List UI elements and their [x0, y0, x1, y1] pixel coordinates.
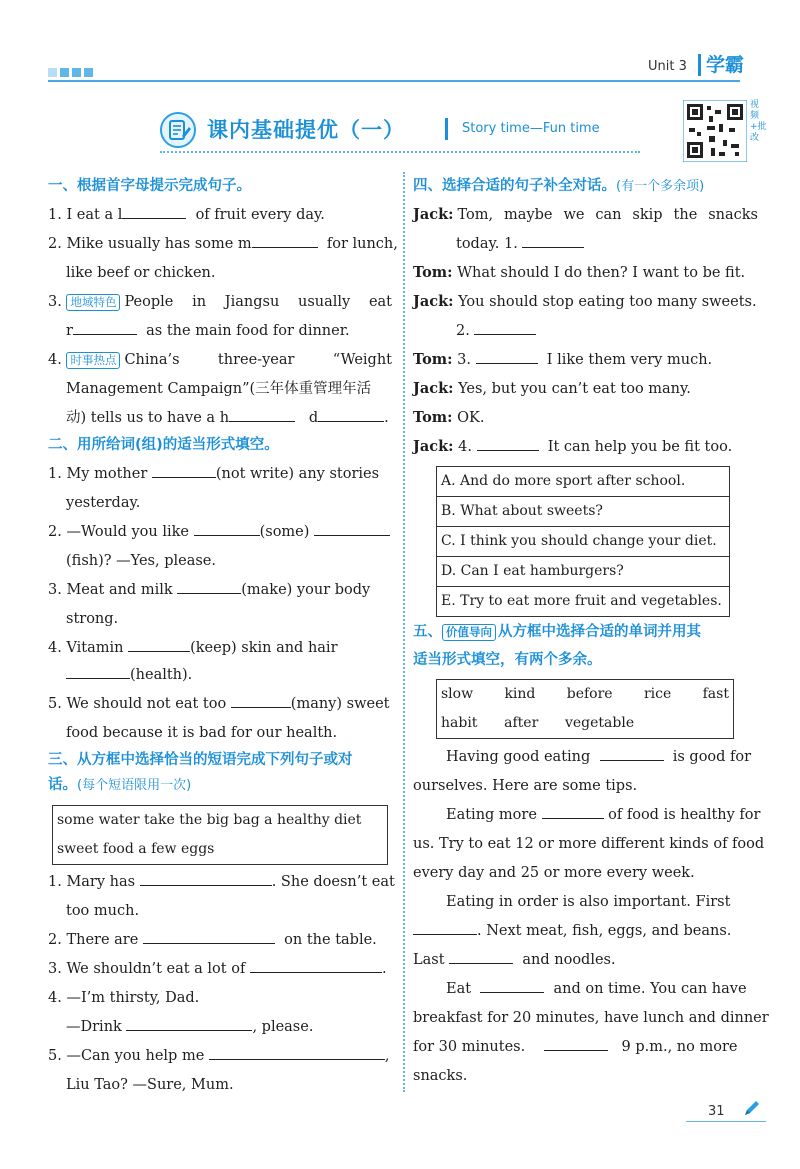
- section-1-heading: 一、根据首字母提示完成句子。: [48, 178, 251, 194]
- s3-question-1: 1. Mary has . She doesn’t eat: [48, 874, 395, 890]
- title-underline: [160, 151, 640, 153]
- s3-question-4-cont: —Drink , please.: [66, 1019, 314, 1035]
- answer-blank[interactable]: [544, 1037, 608, 1051]
- s2-question-4: 4. Vitamin (keep) skin and hair: [48, 640, 338, 656]
- answer-blank[interactable]: [314, 522, 390, 536]
- answer-blank[interactable]: [229, 408, 295, 422]
- option-a: A. And do more sport after school.: [441, 473, 686, 489]
- answer-blank[interactable]: [477, 437, 539, 451]
- dialogue-line-3-cont: 2.: [456, 321, 536, 341]
- s1-question-4-cont2: 动) tells us to have a h d .: [66, 410, 389, 426]
- page-number: 31: [708, 1104, 725, 1119]
- options-box: [436, 466, 730, 617]
- passage-line: for 30 minutes. 9 p.m., no more: [413, 1039, 738, 1055]
- s2-question-5: 5. We should not eat too (many) sweet: [48, 696, 390, 712]
- section-5-heading: 五、 价值导向 从方框中选择合适的单词并用其: [413, 624, 701, 640]
- s1-question-4: 4. 时事热点 China’s three-year “Weight: [48, 352, 392, 368]
- header-decoration: [48, 68, 93, 77]
- answer-blank[interactable]: [474, 321, 536, 335]
- s2-question-5-cont: food because it is bad for our health.: [66, 725, 338, 741]
- answer-blank[interactable]: [413, 921, 477, 935]
- passage-line: Last and noodles.: [413, 952, 616, 968]
- option-c: C. I think you should change your diet.: [437, 526, 729, 556]
- dialogue-line-2: Tom: What should I do then? I want to be fit.: [413, 264, 746, 281]
- header-rule: [48, 80, 740, 82]
- section-2-heading: 二、用所给词(组)的适当形式填空。: [48, 437, 279, 453]
- section-3-heading-cont: 话。(每个短语限用一次): [48, 777, 192, 793]
- option-e: E. Try to eat more fruit and vegetables.: [437, 586, 729, 616]
- answer-blank[interactable]: [122, 205, 186, 219]
- s1-question-4-cont: Management Campaign”(三年体重管理年活: [66, 381, 372, 397]
- s2-question-2-cont: (fish)? —Yes, please.: [66, 553, 216, 569]
- answer-blank[interactable]: [318, 408, 384, 422]
- qr-code: [683, 100, 747, 162]
- tag-regional: 地域特色: [66, 294, 120, 311]
- dialogue-line-3: Jack: You should stop eating too many sweets.: [413, 293, 757, 310]
- section-5-heading-cont: 适当形式填空，有两个多余。: [413, 652, 602, 668]
- footer-rule: [686, 1121, 766, 1122]
- s2-question-3: 3. Meat and milk (make) your body: [48, 582, 371, 598]
- s1-question-2-cont: like beef or chicken.: [66, 265, 216, 281]
- dialogue-line-1-cont: today. 1.: [456, 234, 584, 254]
- s2-question-1: 1. My mother (not write) any stories: [48, 466, 380, 482]
- answer-blank[interactable]: [449, 950, 513, 964]
- section-4-heading: 四、选择合适的句子补全对话。(有一个多余项): [413, 178, 705, 194]
- qr-label: 视频+批改: [750, 100, 767, 143]
- phrase-box-row: sweet food a few eggs: [57, 841, 215, 857]
- dialogue-line-4: Tom: 3. I like them very much.: [413, 351, 713, 368]
- brand-logo: 学霸: [698, 54, 744, 76]
- passage-line: Eating in order is also important. First: [446, 894, 731, 910]
- dialogue-line-7: Jack: 4. It can help you be fit too.: [413, 438, 733, 455]
- tag-current-events: 时事热点: [66, 352, 120, 369]
- phrase-box: [52, 805, 388, 865]
- section-subtitle: Story time—Fun time: [462, 121, 600, 136]
- passage-line: us. Try to eat 12 or more different kinds of food: [413, 836, 765, 852]
- dialogue-line-1: Jack: Tom, maybe we can skip the snacks: [413, 206, 758, 223]
- s1-question-1: 1. I eat a l of fruit every day.: [48, 207, 325, 223]
- s1-question-2: 2. Mike usually has some m for lunch,: [48, 236, 398, 252]
- answer-blank[interactable]: [209, 1046, 385, 1060]
- answer-blank[interactable]: [542, 805, 604, 819]
- passage-line: Having good eating is good for: [446, 749, 752, 765]
- title-separator: [445, 118, 448, 140]
- option-b: B. What about sweets?: [437, 496, 729, 526]
- section-title: 课内基础提优（一）: [207, 118, 405, 142]
- answer-blank[interactable]: [252, 234, 318, 248]
- s1-question-3: 3. 地域特色 People in Jiangsu usually eat: [48, 294, 392, 310]
- passage-line: every day and 25 or more every week.: [413, 865, 695, 881]
- passage-line: Eat and on time. You can have: [446, 981, 747, 997]
- s3-question-5-cont: Liu Tao? —Sure, Mum.: [66, 1077, 234, 1093]
- section-3-heading: 三、从方框中选择恰当的短语完成下列句子或对: [48, 752, 353, 768]
- pencil-icon: [742, 1098, 762, 1118]
- answer-blank[interactable]: [66, 665, 130, 679]
- tag-values: 价值导向: [442, 624, 496, 641]
- s2-question-3-cont: strong.: [66, 611, 119, 627]
- answer-blank[interactable]: [143, 930, 275, 944]
- answer-blank[interactable]: [250, 959, 382, 973]
- s3-question-2: 2. There are on the table.: [48, 932, 377, 948]
- word-box: [436, 679, 734, 739]
- passage-line: ourselves. Here are some tips.: [413, 778, 638, 794]
- s3-question-1-cont: too much.: [66, 903, 140, 919]
- s3-question-3: 3. We shouldn’t eat a lot of .: [48, 961, 387, 977]
- s3-question-5: 5. —Can you help me ,: [48, 1048, 390, 1064]
- answer-blank[interactable]: [600, 747, 664, 761]
- passage-line: . Next meat, fish, eggs, and beans.: [413, 921, 731, 941]
- answer-blank[interactable]: [140, 872, 272, 886]
- word-box-row-1: slow kind before rice fast: [441, 686, 729, 702]
- word-box-row-2: habit after vegetable: [441, 715, 635, 731]
- passage-line: snacks.: [413, 1068, 468, 1084]
- dialogue-line-5: Jack: Yes, but you can’t eat too many.: [413, 380, 691, 397]
- dialogue-line-6: Tom: OK.: [413, 409, 485, 426]
- answer-blank[interactable]: [152, 464, 216, 478]
- s2-question-1-cont: yesterday.: [66, 495, 141, 511]
- pencil-note-icon: [160, 112, 196, 148]
- answer-blank[interactable]: [194, 522, 260, 536]
- answer-blank[interactable]: [476, 350, 538, 364]
- answer-blank[interactable]: [73, 321, 137, 335]
- option-d: D. Can I eat hamburgers?: [437, 556, 729, 586]
- s2-question-2: 2. —Would you like (some): [48, 522, 390, 542]
- answer-blank[interactable]: [128, 638, 190, 652]
- s3-question-4: 4. —I’m thirsty, Dad.: [48, 990, 200, 1006]
- passage-line: breakfast for 20 minutes, have lunch and dinner: [413, 1010, 769, 1026]
- unit-label: Unit 3: [648, 59, 687, 74]
- s2-question-4-cont: (health).: [66, 665, 192, 685]
- passage-line: Eating more of food is healthy for: [446, 807, 761, 823]
- phrase-box-row: some water take the big bag a healthy diet: [57, 812, 362, 828]
- s1-question-3-cont: r as the main food for dinner.: [66, 323, 350, 339]
- answer-blank[interactable]: [126, 1017, 252, 1031]
- answer-blank[interactable]: [177, 580, 241, 594]
- answer-blank[interactable]: [522, 234, 584, 248]
- answer-blank[interactable]: [231, 694, 291, 708]
- column-divider: [403, 172, 405, 1092]
- answer-blank[interactable]: [480, 979, 544, 993]
